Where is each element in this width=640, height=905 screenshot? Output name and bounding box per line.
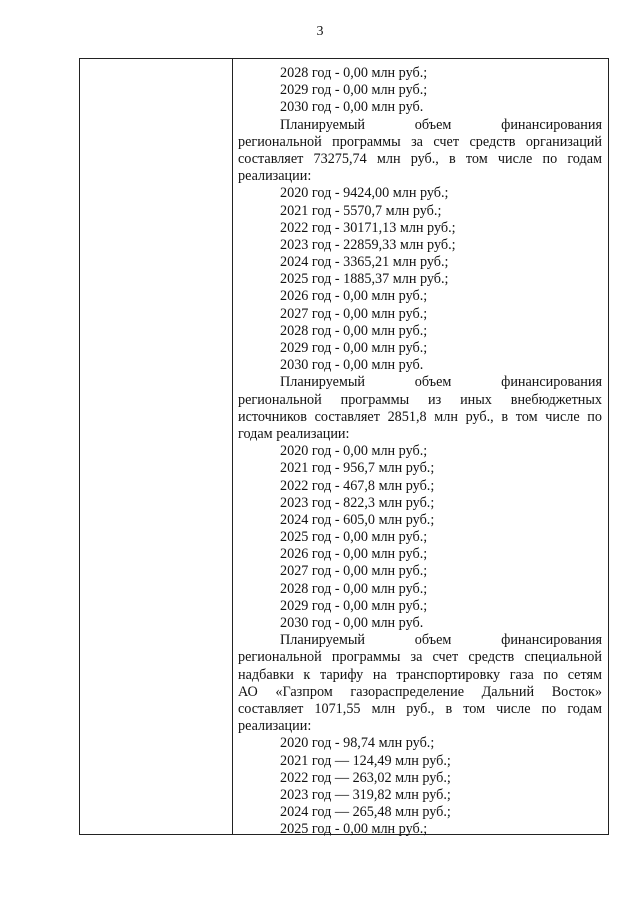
paragraph-line: АО «Газпром газораспределение Дальний Восток»: [238, 683, 602, 700]
funding-year-line: 2025 год - 0,00 млн руб.;: [280, 821, 428, 838]
funding-year-line: 2024 год - 3365,21 млн руб.;: [280, 254, 449, 271]
funding-year-line: 2022 год - 30171,13 млн руб.;: [280, 219, 456, 236]
funding-year-line: 2020 год - 0,00 млн руб.;: [280, 443, 428, 460]
funding-year-line: 2021 год - 5570,7 млн руб.;: [280, 202, 442, 219]
funding-year-line: 2029 год - 0,00 млн руб.;: [280, 340, 428, 356]
funding-year-line: 2021 год — 124,49 млн руб.;: [280, 752, 451, 769]
paragraph-line: региональной программы из иных внебюджетных: [238, 391, 602, 408]
page-number: 3: [316, 24, 324, 39]
funding-year-line: 2027 год - 0,00 млн руб.;: [280, 305, 428, 322]
funding-year-line: 2025 год - 1885,37 млн руб.;: [280, 271, 449, 288]
funding-year-line: 2024 год - 605,0 млн руб.;: [280, 511, 435, 528]
funding-year-line: 2025 год - 0,00 млн руб.;: [280, 529, 428, 546]
paragraph-line: Планируемый объем финансирования: [280, 374, 602, 391]
funding-year-line: 2020 год - 98,74 млн руб.;: [280, 735, 435, 752]
paragraph-line: надбавки к тарифу на транспортировку газа по сетям: [238, 666, 602, 683]
paragraph-line: составляет 1071,55 млн руб., в том числе по годам: [238, 700, 602, 717]
paragraph-line: реализации:: [238, 168, 312, 185]
funding-year-line: 2030 год - 0,00 млн руб.: [280, 357, 424, 374]
document-table: [79, 58, 609, 838]
funding-year-line: 2022 год — 263,02 млн руб.;: [280, 769, 451, 786]
funding-year-line: 2022 год - 467,8 млн руб.;: [280, 477, 435, 494]
paragraph-line: Планируемый объем финансирования: [280, 116, 602, 133]
funding-year-line: 2030 год - 0,00 млн руб.: [280, 99, 424, 116]
funding-year-line: 2023 год — 319,82 млн руб.;: [280, 786, 451, 803]
paragraph-line: реализации:: [238, 718, 312, 735]
funding-year-line: 2030 год - 0,00 млн руб.: [280, 615, 424, 631]
funding-year-line: 2021 год - 956,7 млн руб.;: [280, 460, 435, 477]
funding-year-line: 2028 год - 0,00 млн руб.;: [280, 580, 428, 597]
column-divider: [232, 59, 233, 834]
paragraph-line: региональной программы за счет средств организаций: [238, 133, 602, 150]
funding-year-line: 2023 год - 822,3 млн руб.;: [280, 494, 435, 511]
paragraph-line: составляет 73275,74 млн руб., в том числе по годам: [238, 150, 602, 167]
funding-year-line: 2023 год - 22859,33 млн руб.;: [280, 236, 456, 253]
funding-year-line: 2024 год — 265,48 млн руб.;: [280, 804, 451, 821]
funding-year-line: 2020 год - 9424,00 млн руб.;: [280, 185, 449, 202]
paragraph-line: Планируемый объем финансирования: [280, 632, 602, 649]
funding-year-line: 2028 год - 0,00 млн руб.;: [280, 322, 428, 339]
right-column-text: [238, 65, 602, 838]
paragraph-line: региональной программы за счет средств специальной: [238, 649, 602, 666]
funding-year-line: 2026 год - 0,00 млн руб.;: [280, 288, 428, 305]
funding-year-line: 2026 год - 0,00 млн руб.;: [280, 546, 428, 563]
funding-year-line: 2029 год - 0,00 млн руб.;: [280, 597, 428, 614]
funding-year-line: 2029 год - 0,00 млн руб.;: [280, 82, 428, 99]
funding-year-line: 2027 год - 0,00 млн руб.;: [280, 563, 428, 580]
paragraph-line: источников составляет 2851,8 млн руб., в том числе по: [238, 408, 602, 425]
funding-year-line: 2028 год - 0,00 млн руб.;: [280, 65, 428, 81]
paragraph-line: годам реализации:: [238, 425, 350, 442]
